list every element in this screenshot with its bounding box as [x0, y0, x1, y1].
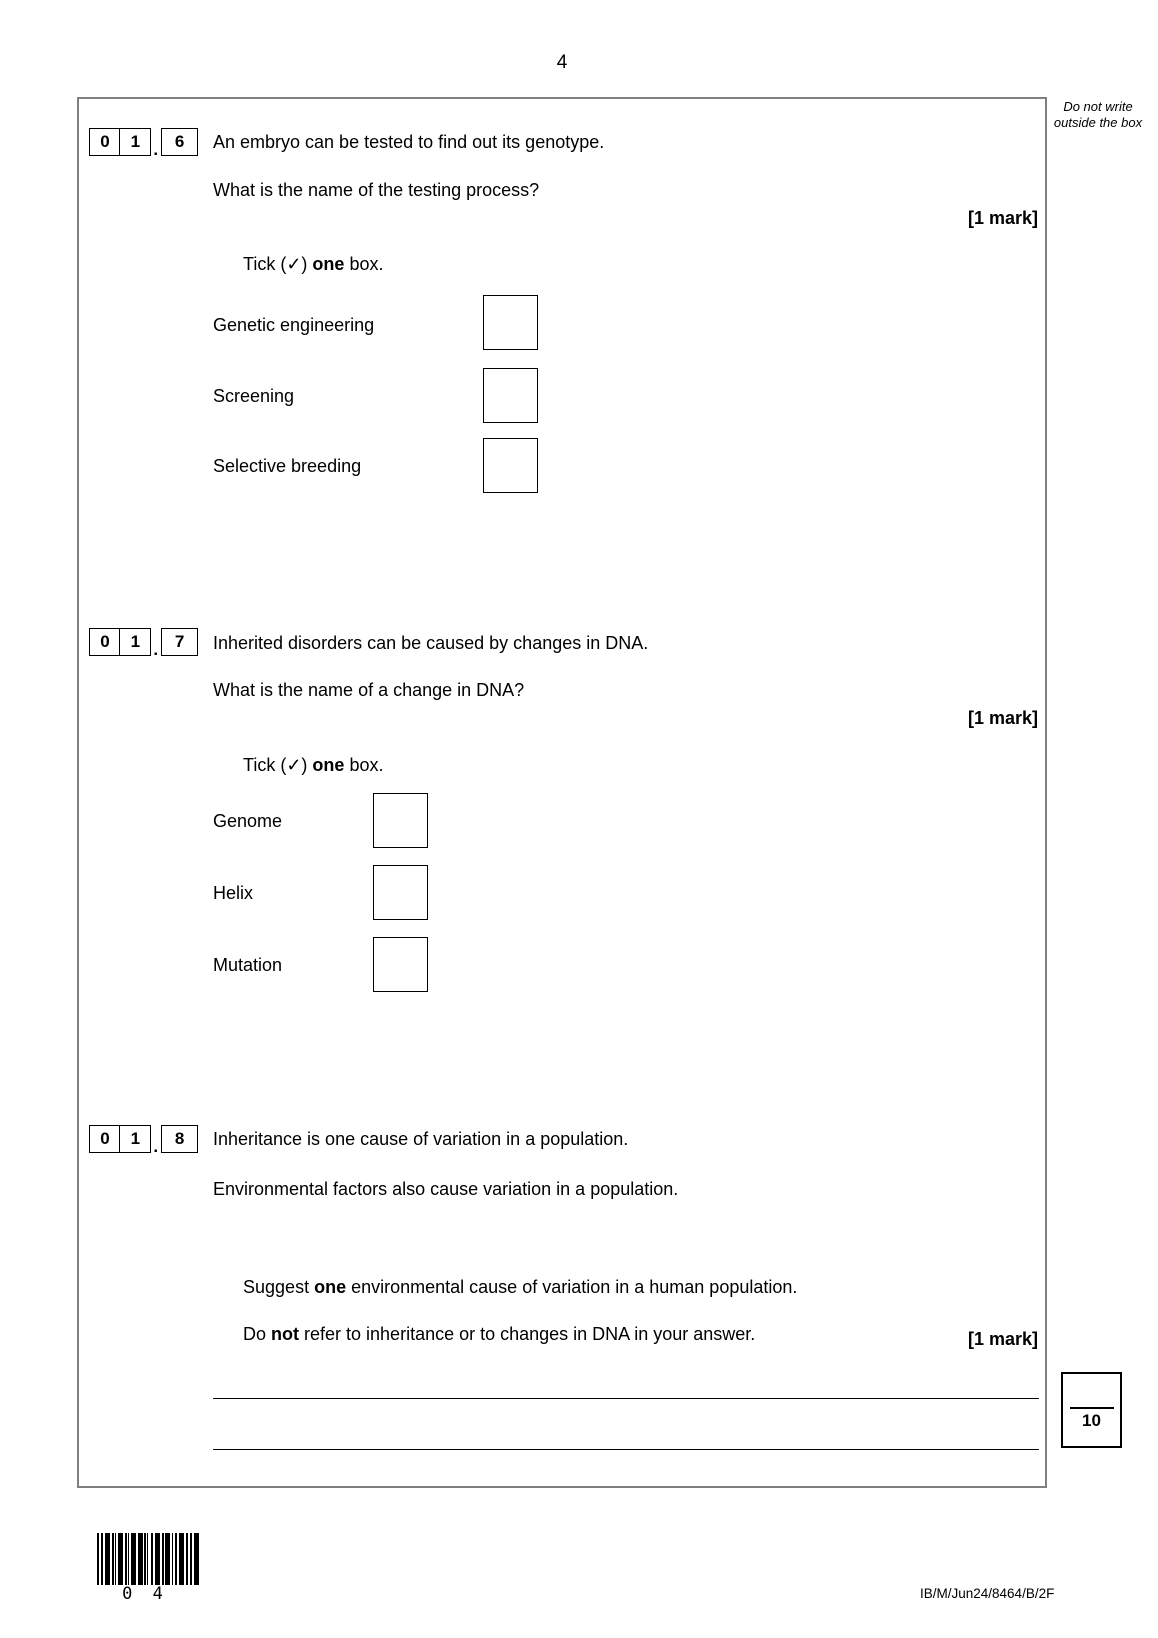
answer-checkbox-helix[interactable]	[373, 865, 428, 920]
marks-label: [1 mark]	[967, 208, 1038, 228]
question-text: An embryo can be tested to find out its genotype.	[213, 132, 605, 152]
barcode-label: 0 4	[122, 1584, 168, 1604]
paper-reference: IB/M/Jun24/8464/B/2F	[920, 1586, 1055, 1601]
question-text-part: refer to inheritance or to changes in DNA in your answer.	[299, 1324, 756, 1344]
total-marks-line	[1070, 1407, 1114, 1409]
question-number-digit: 8	[161, 1125, 198, 1153]
answer-checkbox-screening[interactable]	[483, 368, 538, 423]
question-text: Inherited disorders can be caused by changes in DNA.	[213, 633, 649, 653]
answer-line-2[interactable]	[213, 1449, 1039, 1450]
question-number-01-8	[89, 1125, 198, 1156]
question-number-digit: 0	[89, 1125, 121, 1153]
question-number-separator: .	[153, 140, 159, 159]
question-text: Inheritance is one cause of variation in a population.	[213, 1129, 629, 1149]
question-text: What is the name of the testing process?	[213, 180, 540, 200]
question-number-separator: .	[153, 640, 159, 659]
tick-instruction-bold: one	[312, 755, 345, 775]
tick-instruction-text: box.	[344, 254, 384, 274]
question-text-bold: one	[314, 1277, 347, 1297]
question-text-part: Suggest	[243, 1277, 315, 1297]
option-label-mutation: Mutation	[213, 955, 283, 975]
question-number-digit: 0	[89, 628, 121, 656]
answer-checkbox-mutation[interactable]	[373, 937, 428, 992]
answer-line-1[interactable]	[213, 1398, 1039, 1399]
option-label-genetic-engineering: Genetic engineering	[213, 315, 375, 335]
marks-label: [1 mark]	[967, 708, 1038, 728]
tick-instruction-bold: one	[312, 254, 345, 274]
option-label-helix: Helix	[213, 883, 254, 903]
tick-instruction-text: Tick (✓)	[243, 755, 313, 775]
question-number-digit: 1	[119, 628, 151, 656]
option-label-selective-breeding: Selective breeding	[213, 456, 362, 476]
tick-instruction	[213, 231, 383, 297]
question-text: What is the name of a change in DNA?	[213, 680, 525, 700]
question-number-separator: .	[153, 1137, 159, 1156]
question-text-bold: not	[271, 1324, 300, 1344]
option-label-genome: Genome	[213, 811, 283, 831]
total-marks-value: 10	[1082, 1411, 1101, 1430]
question-number-01-6	[89, 128, 198, 159]
question-text-part: environmental cause of variation in a human population.	[346, 1277, 798, 1297]
question-number-digit: 7	[161, 628, 198, 656]
answer-checkbox-genome[interactable]	[373, 793, 428, 848]
tick-instruction-text: Tick (✓)	[243, 254, 313, 274]
marks-label: [1 mark]	[967, 1329, 1038, 1349]
question-text: Environmental factors also cause variation in a population.	[213, 1179, 679, 1199]
option-label-screening: Screening	[213, 386, 295, 406]
question-number-digit: 1	[119, 128, 151, 156]
total-marks-box	[1061, 1372, 1122, 1448]
barcode-icon	[97, 1533, 200, 1585]
question-text-part: Do	[243, 1324, 272, 1344]
margin-note: Do not write outside the box	[1053, 99, 1143, 130]
page-number: 4	[556, 52, 568, 73]
tick-instruction-text: box.	[344, 755, 384, 775]
question-number-digit: 0	[89, 128, 121, 156]
question-number-digit: 1	[119, 1125, 151, 1153]
answer-checkbox-selective-breeding[interactable]	[483, 438, 538, 493]
question-text	[213, 1301, 755, 1367]
answer-checkbox-genetic-engineering[interactable]	[483, 295, 538, 350]
question-number-01-7	[89, 628, 198, 659]
tick-instruction	[213, 732, 383, 798]
question-number-digit: 6	[161, 128, 198, 156]
